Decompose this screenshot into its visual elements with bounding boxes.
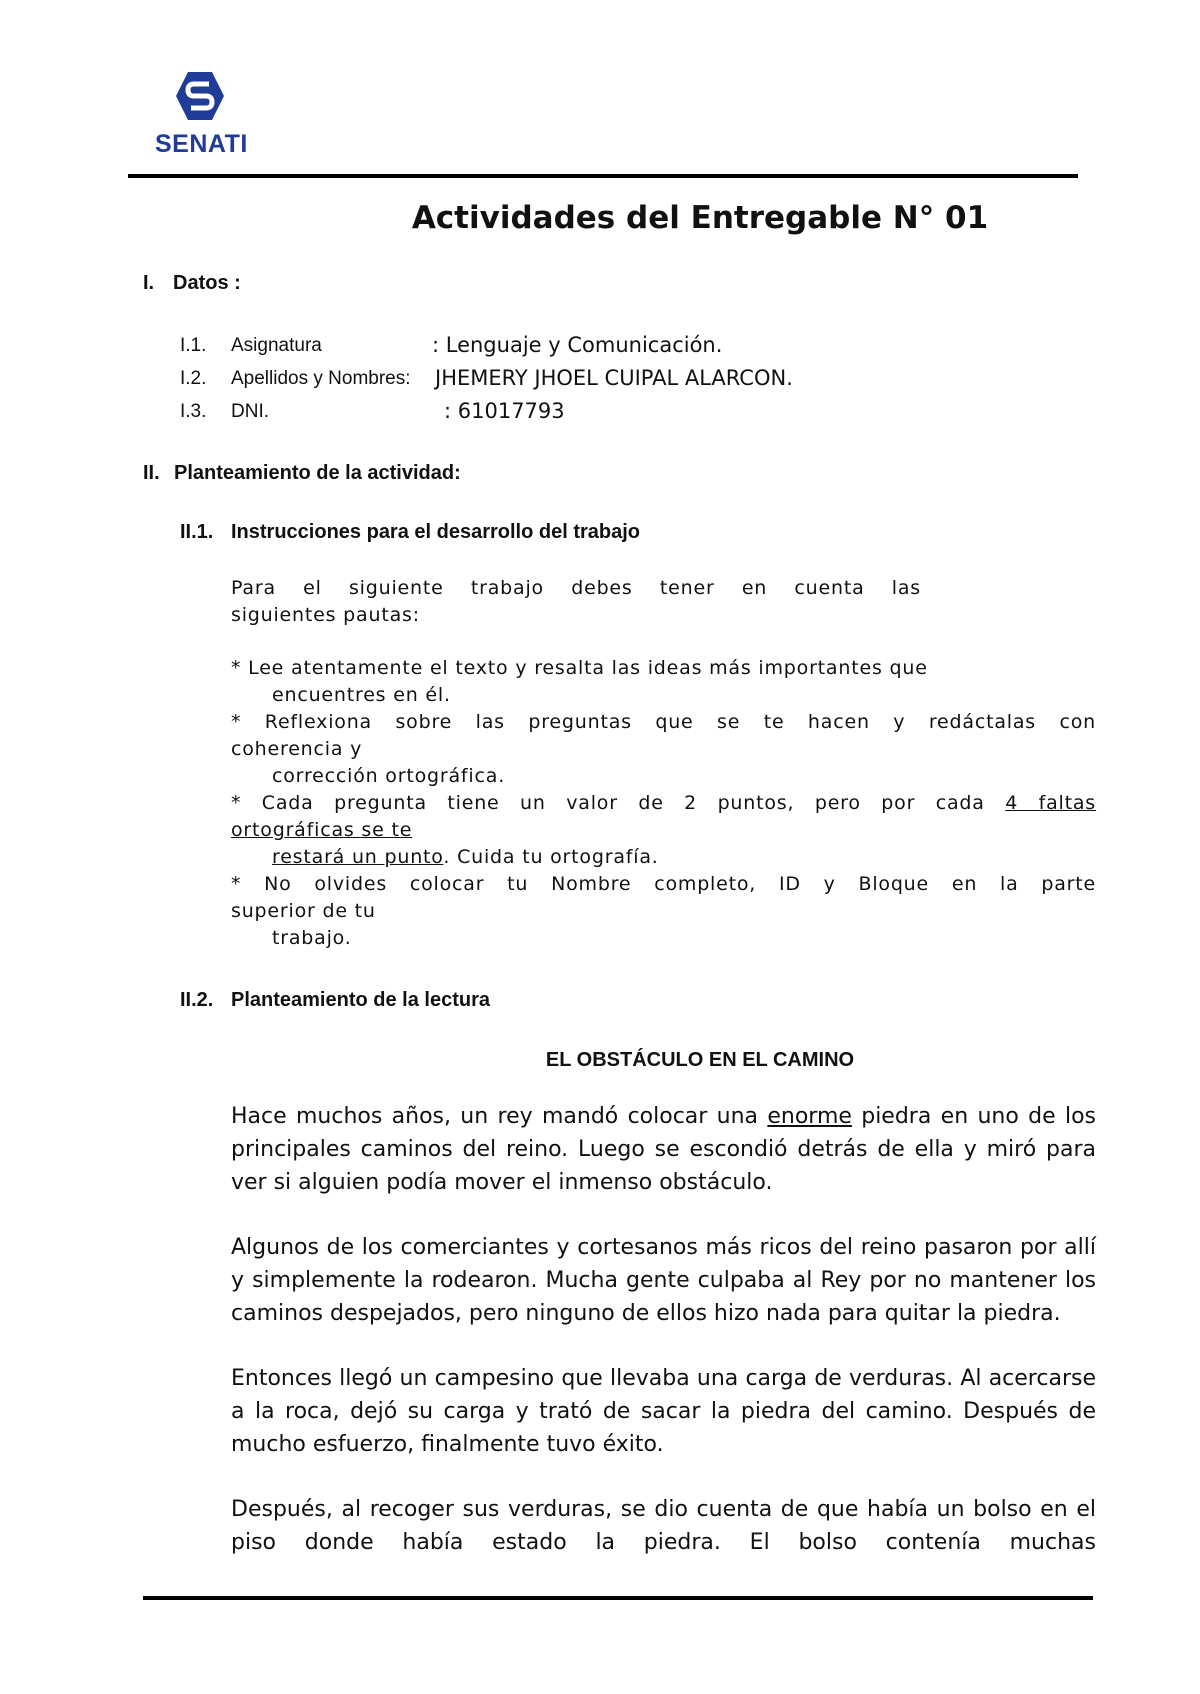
bullet-line [231,790,1096,817]
field-1-label: Asignatura [231,335,322,356]
page-title: Actividades del Entregable N° 01 [411,200,989,236]
section-2-label: Planteamiento de la actividad: [174,462,461,484]
subsection-2-1-number: II.1. [180,521,214,543]
paragraph-text: Hace muchos años, un rey mandó colocar una [231,1104,768,1129]
field-3-number: I.3. [180,401,207,422]
reading-paragraph: Entonces llegó un campesino que llevaba una carga de verduras. Al acercarse a la roca, dejó su carga y trató de sacar la piedra del camino. Después de mucho esfuerzo, finalmente tuvo éxito. [231,1366,1096,1457]
field-2-label: Apellidos y Nombres: [231,368,411,389]
instructions-bullets [231,655,1096,952]
bullet-line: * Lee atentamente el texto y resalta las ideas más importantes que [231,657,928,679]
subsection-2-1-label: Instrucciones para el desarrollo del trabajo [231,521,641,543]
bullet-line: * No olvides colocar tu Nombre completo, ID y Bloque en la parte [231,873,1096,895]
field-1-value: : Lenguaje y Comunicación. [432,333,723,357]
subsection-2-2-label: Planteamiento de la lectura [231,989,490,1011]
bullet-line: superior de tu [231,900,376,922]
bullet-line [231,844,1096,871]
reading-paragraph: Algunos de los comerciantes y cortesanos más ricos del reino pasaron por allí y simplemente la rodearon. Mucha gente culpaba al Rey por no mantener los caminos despejados, pero ninguno de ellos hizo nada para quitar la piedra. [231,1235,1096,1326]
underlined-text: restará un punto [272,846,444,868]
intro-line: siguientes pautas: [231,604,420,626]
bullet-line: * Reflexiona sobre las preguntas que se te hacen y redáctalas con [231,711,1096,733]
bullet-3 [231,790,1096,871]
bullet-text: . Cuida tu ortografía. [443,846,659,868]
bullet-line: corrección ortográfica. [272,765,506,787]
reading-paragraph [231,1100,1096,1199]
reading-title: EL OBSTÁCULO EN EL CAMINO [545,1049,855,1071]
field-1-number: I.1. [180,335,207,356]
bullet-line: encuentres en él. [272,684,451,706]
section-1-number: I. [143,272,155,294]
bullet-line [231,817,1096,844]
subsection-2-2-number: II.2. [180,989,214,1011]
section-1-label: Datos : [173,272,241,294]
bullet-2 [231,709,1096,790]
logo-text: SENATI [155,130,248,158]
underlined-word: enorme [767,1104,852,1129]
bullet-text: * Cada pregunta tiene un valor de 2 puntos, pero por cada [231,792,985,814]
field-3-label: DNI. [231,401,269,422]
bullet-line: coherencia y [231,738,363,760]
underlined-text: ortográficas se te [231,819,413,841]
intro-line: Para el siguiente trabajo debes tener en cuenta las [231,577,921,599]
senati-logo [155,70,248,165]
section-2-number: II. [143,462,160,484]
underlined-text: 4 faltas [1005,792,1097,814]
bullet-line: trabajo. [272,927,352,949]
paragraph-text: piedra en uno de los principales caminos del reino. Luego se escondió detrás de ella y miró para ver si alguien podía mover el inmenso obstáculo. [231,1104,1096,1195]
field-3-value: : 61017793 [444,399,565,423]
bullet-4 [231,871,1096,952]
reading-body [231,1100,1096,1591]
field-2-value: JHEMERY JHOEL CUIPAL ALARCON. [435,366,793,390]
bullet-1 [231,655,1096,709]
instructions-intro [231,575,921,629]
field-2-number: I.2. [180,368,207,389]
senati-emblem-icon [175,70,225,122]
header-rule [128,174,1078,178]
footer-rule [143,1596,1093,1600]
reading-paragraph: Después, al recoger sus verduras, se dio cuenta de que había un bolso en el piso donde había estado la piedra. El bolso contenía muchas [231,1497,1096,1555]
